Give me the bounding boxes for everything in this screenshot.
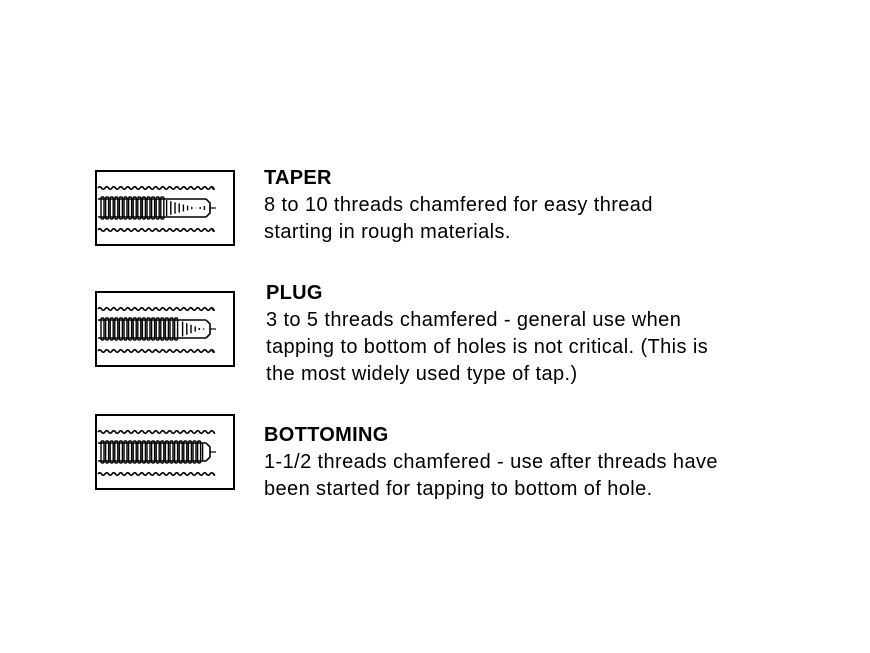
bottoming-tap-icon	[94, 412, 236, 492]
taper-line-2: starting in rough materials.	[264, 221, 511, 243]
plug-line-2: tapping to bottom of holes is not critical. (This is	[266, 336, 709, 358]
bottoming-title: BOTTOMING	[264, 424, 389, 446]
plug-line-1: 3 to 5 threads chamfered - general use when	[266, 309, 682, 331]
taper-title: TAPER	[264, 167, 332, 189]
taper-tap-icon	[94, 168, 236, 248]
plug-title: PLUG	[266, 282, 323, 304]
plug-line-3: the most widely used type of tap.)	[266, 363, 578, 385]
taper-line-1: 8 to 10 threads chamfered for easy thread	[264, 194, 653, 216]
plug-tap-icon	[94, 289, 236, 369]
bottoming-line-2: been started for tapping to bottom of hole.	[264, 478, 653, 500]
bottoming-line-1: 1-1/2 threads chamfered - use after threads have	[264, 451, 718, 473]
